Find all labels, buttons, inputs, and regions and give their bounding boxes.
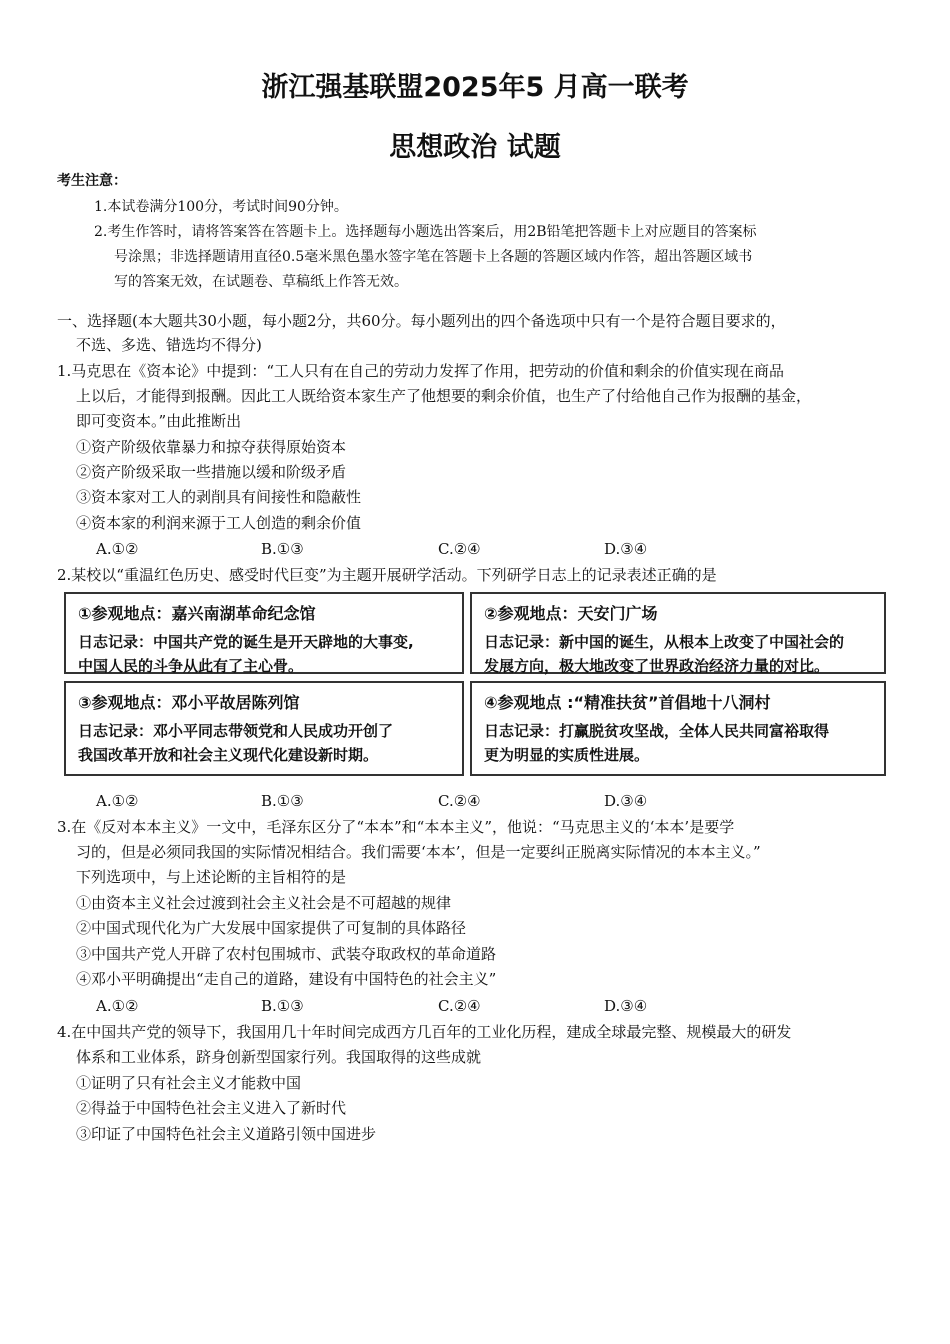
q2-log-box-1 xyxy=(64,592,464,674)
q3-option-a[interactable]: A.①② xyxy=(96,997,139,1015)
q1-stem-line-1: 1.马克思在《资本论》中提到：“工人只有在自己的劳动力发挥了作用，把劳动的价值和剩余的价值实现在商品 xyxy=(57,362,784,380)
section-1-instruction-line-2: 不选、多选、错选均不得分) xyxy=(76,336,262,354)
q3-option-b[interactable]: B.①③ xyxy=(261,997,304,1015)
q3-option-c[interactable]: C.②④ xyxy=(438,997,481,1015)
q1-option-a[interactable]: A.①② xyxy=(96,540,139,558)
q2-log-box-4-line-2: 更为明显的实质性进展。 xyxy=(484,746,650,764)
q2-log-box-3 xyxy=(64,681,464,776)
q1-stem-line-3: 即可变资本。”由此推断出 xyxy=(76,412,242,430)
q3-options xyxy=(96,995,796,1017)
q1-option-b[interactable]: B.①③ xyxy=(261,540,304,558)
q2-option-a[interactable]: A.①② xyxy=(96,792,139,810)
q2-option-b[interactable]: B.①③ xyxy=(261,792,304,810)
q2-option-d[interactable]: D.③④ xyxy=(604,792,648,810)
q2-log-box-3-line-1: 日志记录：邓小平同志带领党和人民成功开创了 xyxy=(78,722,394,740)
q1-statement-1: ①资产阶级依靠暴力和掠夺获得原始资本 xyxy=(76,438,347,456)
q3-stem-line-1: 3.在《反对本本主义》一文中，毛泽东区分了“本本”和“本本主义”，他说：“马克思主义的‘本本’是要学 xyxy=(57,818,735,836)
q1-statement-2: ②资产阶级采取一些措施以缓和阶级矛盾 xyxy=(76,463,347,481)
q3-stem-line-3: 下列选项中，与上述论断的主旨相符的是 xyxy=(76,868,347,886)
q2-log-box-2-heading: ②参观地点：天安门广场 xyxy=(484,604,658,623)
section-1-instruction-line-1: 一、选择题(本大题共30小题，每小题2分，共60分。每小题列出的四个备选项中只有一个是符合题目要求的， xyxy=(57,312,786,330)
q3-statement-2: ②中国式现代化为广大发展中国家提供了可复制的具体路径 xyxy=(76,919,467,937)
q2-log-box-4-heading: ④参观地点 :“精准扶贫”首倡地十八洞村 xyxy=(484,693,771,712)
q4-stem-line-1: 4.在中国共产党的领导下，我国用几十年时间完成西方几百年的工业化历程，建成全球最完整、规模最大的研发 xyxy=(57,1023,792,1041)
q2-log-box-3-line-2: 我国改革开放和社会主义现代化建设新时期。 xyxy=(78,746,379,764)
q4-statement-1: ①证明了只有社会主义才能救中国 xyxy=(76,1074,302,1092)
q3-statement-3: ③中国共产党人开辟了农村包围城市、武装夺取政权的革命道路 xyxy=(76,945,497,963)
q1-option-d[interactable]: D.③④ xyxy=(604,540,648,558)
q2-log-box-2-line-2: 发展方向，极大地改变了世界政治经济力量的对比。 xyxy=(484,657,830,675)
q2-log-box-2-line-1: 日志记录：新中国的诞生，从根本上改变了中国社会的 xyxy=(484,633,845,651)
q4-statement-2: ②得益于中国特色社会主义进入了新时代 xyxy=(76,1099,347,1117)
q1-statement-4: ④资本家的利润来源于工人创造的剩余价值 xyxy=(76,514,362,532)
q3-stem-line-2: 习的，但是必须同我国的实际情况相结合。我们需要‘本本’，但是一定要纠正脱离实际情况的本本主义。” xyxy=(76,843,761,861)
q2-log-box-3-heading: ③参观地点：邓小平故居陈列馆 xyxy=(78,693,300,712)
q2-option-c[interactable]: C.②④ xyxy=(438,792,481,810)
q2-options xyxy=(96,790,796,812)
notice-item-2-line-1: 2.考生作答时，请将答案答在答题卡上。选择题每小题选出答案后，用2B铅笔把答题卡上对应题目的答案标 xyxy=(94,224,757,240)
q3-statement-4: ④邓小平明确提出“走自己的道路，建设有中国特色的社会主义” xyxy=(76,970,497,988)
q2-log-box-4 xyxy=(470,681,886,776)
q1-option-c[interactable]: C.②④ xyxy=(438,540,481,558)
q2-stem: 2.某校以“重温红色历史、感受时代巨变”为主题开展研学活动。下列研学日志上的记录表述正确的是 xyxy=(57,566,717,584)
notice-item-2-line-3: 写的答案无效，在试题卷、草稿纸上作答无效。 xyxy=(114,274,408,290)
q2-log-box-1-heading: ①参观地点：嘉兴南湖革命纪念馆 xyxy=(78,604,316,623)
q3-option-d[interactable]: D.③④ xyxy=(604,997,648,1015)
q2-log-box-2 xyxy=(470,592,886,674)
notice-item-2-line-2: 号涂黑；非选择题请用直径0.5毫米黑色墨水签字笔在答题卡上各题的答题区域内作答，超出答题区域书 xyxy=(114,249,753,265)
notice-item-1: 1.本试卷满分100分，考试时间90分钟。 xyxy=(94,199,348,215)
q2-log-box-1-line-2: 中国人民的斗争从此有了主心骨。 xyxy=(78,657,304,675)
q4-stem-line-2: 体系和工业体系，跻身创新型国家行列。我国取得的这些成就 xyxy=(76,1048,482,1066)
notice-heading: 考生注意： xyxy=(57,173,127,189)
q4-statement-3: ③印证了中国特色社会主义道路引领中国进步 xyxy=(76,1125,377,1143)
q3-statement-1: ①由资本主义社会过渡到社会主义社会是不可超越的规律 xyxy=(76,894,452,912)
q1-stem-line-2: 上以后，才能得到报酬。因此工人既给资本家生产了他想要的剩余价值，也生产了付给他自己作为报酬的基金， xyxy=(76,387,812,405)
exam-subtitle: 思想政治 试题 xyxy=(389,132,561,163)
q2-log-box-1-line-1: 日志记录：中国共产党的诞生是开天辟地的大事变, xyxy=(78,633,414,651)
q1-options xyxy=(96,538,796,560)
exam-title: 浙江强基联盟2025年5 月高一联考 xyxy=(261,72,689,103)
q2-log-box-4-line-1: 日志记录：打赢脱贫攻坚战，全体人民共同富裕取得 xyxy=(484,722,830,740)
q1-statement-3: ③资本家对工人的剥削具有间接性和隐蔽性 xyxy=(76,488,362,506)
